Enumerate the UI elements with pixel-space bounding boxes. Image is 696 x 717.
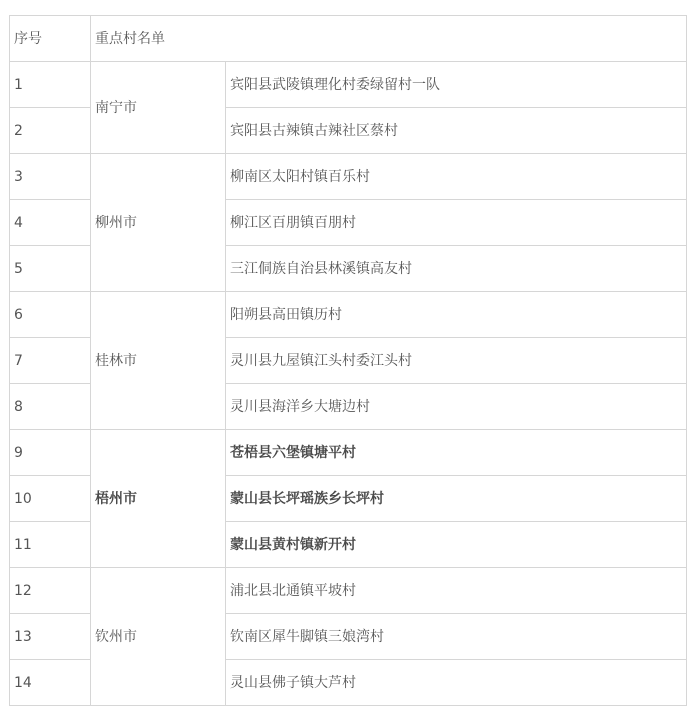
row-village: 灵川县海洋乡大塘边村 [226, 384, 687, 430]
table-row [10, 154, 687, 200]
table-body [10, 16, 687, 706]
row-seq: 13 [10, 614, 91, 660]
key-village-table [9, 15, 687, 706]
row-village: 浦北县北通镇平坡村 [226, 568, 687, 614]
row-city: 梧州市 [91, 430, 226, 568]
row-seq: 1 [10, 62, 91, 108]
row-village: 灵川县九屋镇江头村委江头村 [226, 338, 687, 384]
row-village: 柳江区百朋镇百朋村 [226, 200, 687, 246]
row-seq: 12 [10, 568, 91, 614]
table-row [10, 430, 687, 476]
header-seq: 序号 [10, 16, 91, 62]
row-city: 桂林市 [91, 292, 226, 430]
row-seq: 2 [10, 108, 91, 154]
row-village: 三江侗族自治县林溪镇高友村 [226, 246, 687, 292]
table-row [10, 62, 687, 108]
row-seq: 3 [10, 154, 91, 200]
row-village: 灵山县佛子镇大芦村 [226, 660, 687, 706]
row-seq: 14 [10, 660, 91, 706]
row-seq: 5 [10, 246, 91, 292]
row-village: 钦南区犀牛脚镇三娘湾村 [226, 614, 687, 660]
row-seq: 8 [10, 384, 91, 430]
row-seq: 11 [10, 522, 91, 568]
row-city: 柳州市 [91, 154, 226, 292]
header-name: 重点村名单 [91, 16, 687, 62]
table-row [10, 568, 687, 614]
row-seq: 4 [10, 200, 91, 246]
row-village: 蒙山县长坪瑶族乡长坪村 [226, 476, 687, 522]
table-header-row [10, 16, 687, 62]
row-seq: 7 [10, 338, 91, 384]
row-seq: 9 [10, 430, 91, 476]
row-village: 苍梧县六堡镇塘平村 [226, 430, 687, 476]
row-city: 南宁市 [91, 62, 226, 154]
row-seq: 10 [10, 476, 91, 522]
table-row [10, 292, 687, 338]
row-village: 蒙山县黄村镇新开村 [226, 522, 687, 568]
row-village: 宾阳县古辣镇古辣社区蔡村 [226, 108, 687, 154]
row-seq: 6 [10, 292, 91, 338]
row-city: 钦州市 [91, 568, 226, 706]
row-village: 宾阳县武陵镇理化村委绿留村一队 [226, 62, 687, 108]
row-village: 柳南区太阳村镇百乐村 [226, 154, 687, 200]
row-village: 阳朔县高田镇历村 [226, 292, 687, 338]
